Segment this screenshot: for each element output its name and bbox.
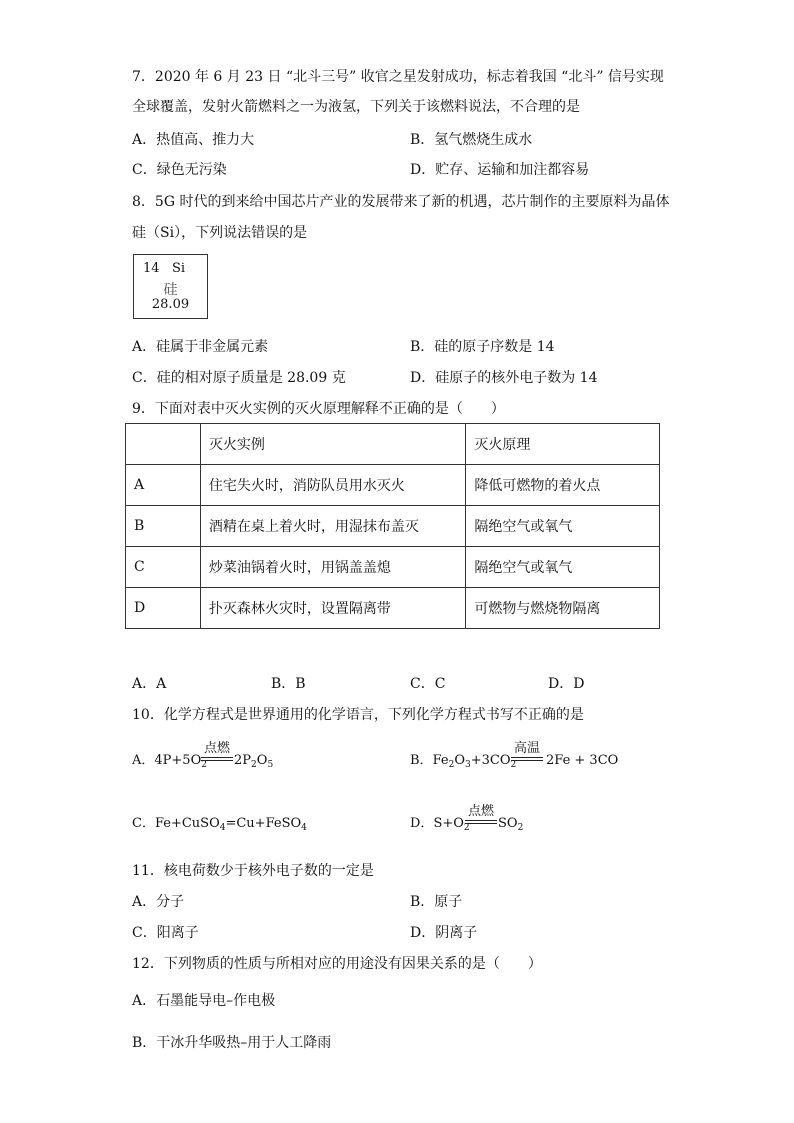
equation-d-product: $SO_2$ bbox=[498, 816, 524, 833]
q9-stem: 9．下面对表中灭火实例的灭火原理解释不正确的是（ ） bbox=[132, 401, 505, 417]
table-header-cell: 灭火实例 bbox=[200, 424, 465, 465]
q9-option-a: A．A bbox=[132, 676, 167, 692]
table-cell: 住宅失火时，消防队员用水灭火 bbox=[200, 465, 465, 506]
q8-option-d: D．硅原子的核外电子数为 14 bbox=[410, 370, 598, 386]
table-cell: D bbox=[126, 588, 201, 629]
table-header-row bbox=[126, 424, 660, 465]
q8-stem-line2: 硅（Si），下列说法错误的是 bbox=[132, 225, 308, 241]
equation-a: A．$4P+5O_2$ bbox=[132, 753, 207, 770]
table-cell: 扑灭森林火灾时，设置隔离带 bbox=[200, 588, 465, 629]
equation-c: C．Fe+CuSO$_4$=Cu+FeSO$_4$ bbox=[132, 816, 307, 833]
table-cell: 隔绝空气或氧气 bbox=[466, 506, 660, 547]
table-row bbox=[126, 547, 660, 588]
equation-a-product: $2P_2O_5$ bbox=[234, 753, 274, 770]
table-row bbox=[126, 588, 660, 629]
q7-stem-line1: 7．2020 年 6 月 23 日 “北斗三号” 收官之星发射成功，标志着我国 “北斗” 信号实现 bbox=[132, 69, 664, 85]
element-symbol: Si bbox=[172, 261, 186, 276]
q11-option-d: D．阴离子 bbox=[410, 925, 478, 941]
reaction-condition: 高温 bbox=[513, 741, 540, 756]
table-cell: A bbox=[126, 465, 201, 506]
q9-option-d: D．D bbox=[548, 676, 585, 692]
table-cell: 降低可燃物的着火点 bbox=[466, 465, 660, 506]
equation-d: D．$S+O_2$ bbox=[410, 816, 470, 833]
equals-sign bbox=[511, 757, 543, 761]
q7-option-b: B．氢气燃烧生成水 bbox=[410, 132, 533, 148]
q12-stem: 12．下列物质的性质与所相对应的用途没有因果关系的是（ ） bbox=[132, 956, 542, 972]
element-name: 硅 bbox=[163, 282, 178, 298]
q7-option-c: C．绿色无污染 bbox=[132, 162, 227, 178]
q9-option-c: C．C bbox=[410, 676, 446, 692]
equals-sign bbox=[465, 820, 497, 824]
q8-option-b: B．硅的原子序数是 14 bbox=[410, 339, 555, 355]
q8-option-a: A．硅属于非金属元素 bbox=[132, 339, 269, 355]
q11-option-a: A．分子 bbox=[132, 894, 185, 910]
option-label: C． bbox=[132, 816, 155, 831]
table-cell: 可燃物与燃烧物隔离 bbox=[466, 588, 660, 629]
table-cell: 炒菜油锅着火时，用锅盖盖熄 bbox=[200, 547, 465, 588]
q7-option-d: D．贮存、运输和加注都容易 bbox=[410, 162, 590, 178]
table-row bbox=[126, 506, 660, 547]
table-cell: C bbox=[126, 547, 201, 588]
equals-sign bbox=[201, 757, 233, 761]
q9-option-b: B．B bbox=[271, 676, 306, 692]
option-label: D． bbox=[410, 816, 434, 831]
equation-b-product: 2Fe + 3CO bbox=[546, 753, 619, 768]
option-label: A． bbox=[132, 753, 155, 768]
q7-option-a: A．热值高、推力大 bbox=[132, 132, 255, 148]
q11-option-b: B．原子 bbox=[410, 894, 463, 910]
table-header-cell bbox=[126, 424, 201, 465]
table-row bbox=[126, 465, 660, 506]
atomic-mass: 28.09 bbox=[151, 297, 190, 312]
silicon-element-card bbox=[133, 254, 208, 319]
q11-option-c: C．阳离子 bbox=[132, 925, 199, 941]
q12-option-b: B．干冰升华吸热–用于人工降雨 bbox=[132, 1035, 332, 1051]
table-cell: 隔绝空气或氧气 bbox=[466, 547, 660, 588]
table-cell: B bbox=[126, 506, 201, 547]
q7-stem-line2: 全球覆盖，发射火箭燃料之一为液氢，下列关于该燃料说法，不合理的是 bbox=[132, 99, 580, 115]
q12-option-a: A．石墨能导电–作电极 bbox=[132, 993, 276, 1009]
q8-stem-line1: 8．5G 时代的到来给中国芯片产业的发展带来了新的机遇，芯片制作的主要原料为晶体 bbox=[132, 194, 670, 210]
reaction-condition: 点燃 bbox=[467, 804, 494, 819]
atomic-number: 14 bbox=[143, 261, 160, 276]
option-label: B． bbox=[410, 753, 433, 768]
reaction-condition: 点燃 bbox=[203, 741, 230, 756]
table-header-cell: 灭火原理 bbox=[466, 424, 660, 465]
table-cell: 酒精在桌上着火时，用湿抹布盖灭 bbox=[200, 506, 465, 547]
q8-option-c: C．硅的相对原子质量是 28.09 克 bbox=[132, 370, 346, 386]
fire-table bbox=[125, 423, 660, 629]
q10-stem: 10．化学方程式是世界通用的化学语言，下列化学方程式书写不正确的是 bbox=[132, 707, 584, 723]
q11-stem: 11．核电荷数少于核外电子数的一定是 bbox=[132, 863, 374, 879]
equation-b: B．$Fe_2O_3+3CO_2$ bbox=[410, 753, 517, 770]
